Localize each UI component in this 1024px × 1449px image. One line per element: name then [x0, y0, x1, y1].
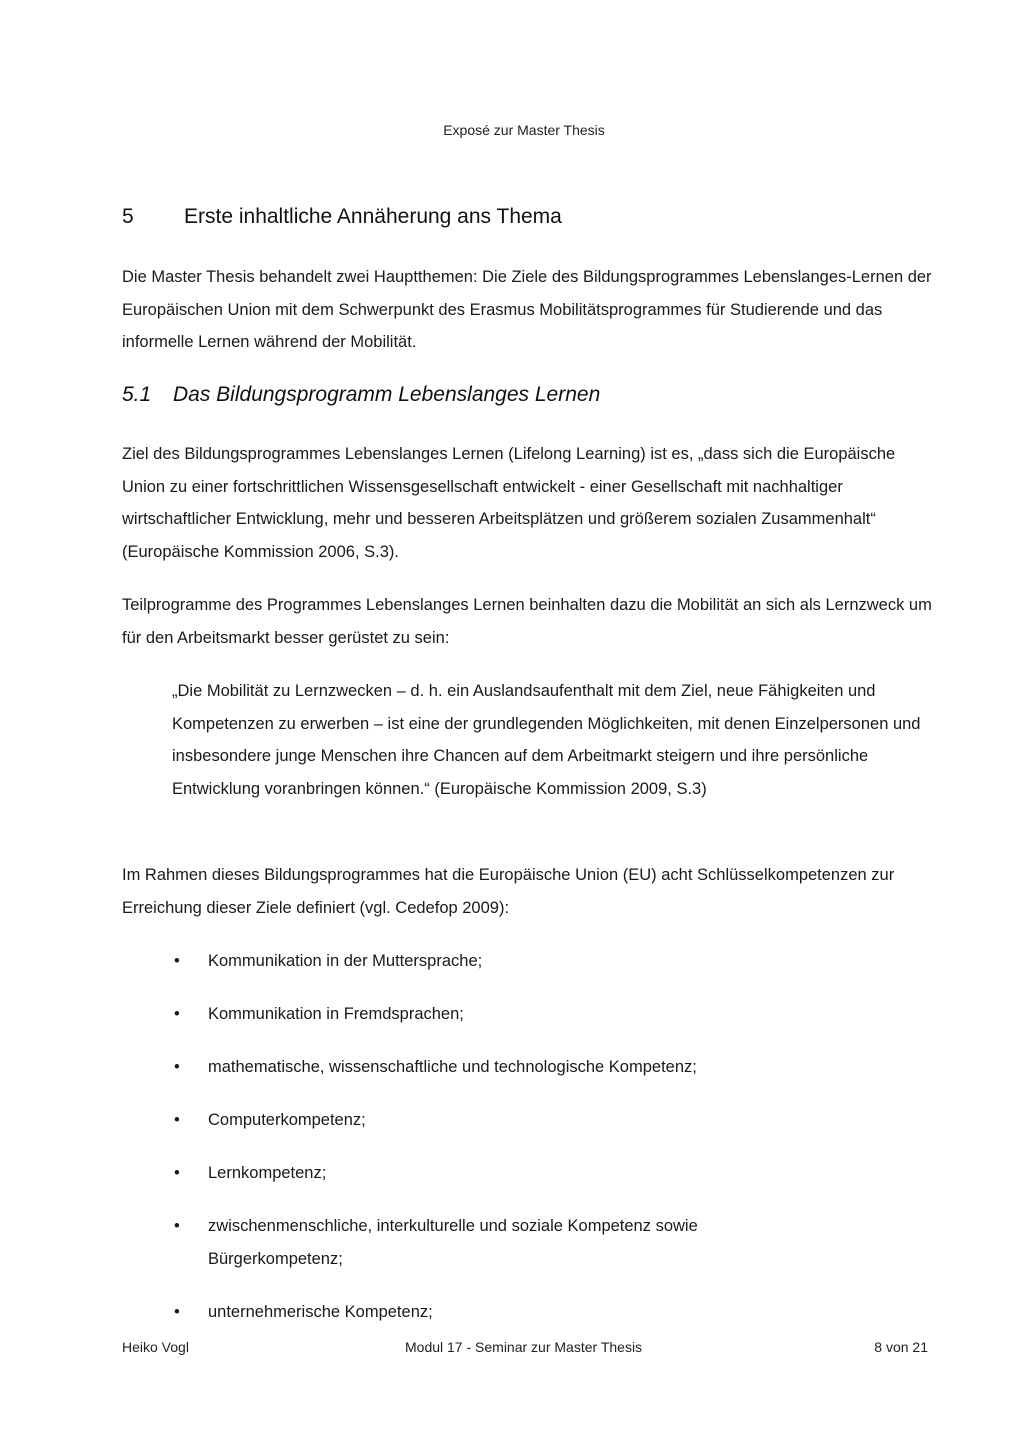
intro-paragraph: Die Master Thesis behandelt zwei Hauptthemen: Die Ziele des Bildungsprogrammes Lebenslanges-Lernen der Europäischen Union mit dem Schwerpunkt des Erasmus Mobilitätsprogrammes für Studierende und das informelle Lernen während der Mobilität. [122, 268, 932, 351]
list-item-text: Lernkompetenz; [208, 1164, 327, 1182]
bullet-icon: • [174, 1303, 180, 1321]
block-quote: „Die Mobilität zu Lernzwecken – d. h. ein Auslandsaufenthalt mit dem Ziel, neue Fähigkeiten und Kompetenzen zu erwerben – ist eine der grundlegenden Möglichkeiten, mit denen Einzelpersonen und insbesondere junge Menschen ihre Chancen auf dem Arbeitmarkt steigern und ihre persönliche Entwicklung voranbringen können.“ (Europäische Kommission 2009, S.3) [172, 682, 921, 798]
subprogram-paragraph: Teilprogramme des Programmes Lebenslanges Lernen beinhalten dazu die Mobilität an sich als Lernzweck um für den Arbeitsmarkt besser gerüstet zu sein: [122, 596, 932, 647]
list-item-text: mathematische, wissenschaftliche und technologische Kompetenz; [208, 1058, 697, 1076]
bullet-icon: • [174, 1111, 180, 1129]
footer-page-number: 8 von 21 [874, 1339, 928, 1355]
footer-course: Modul 17 - Seminar zur Master Thesis [405, 1339, 643, 1355]
list-item-text: zwischenmenschliche, interkulturelle und soziale Kompetenz sowie Bürgerkompetenz; [208, 1217, 698, 1268]
bullet-icon: • [174, 1058, 180, 1076]
list-item-text: Kommunikation in Fremdsprachen; [208, 1005, 464, 1023]
bullet-icon: • [174, 1164, 180, 1182]
section-title: Erste inhaltliche Annäherung ans Thema [184, 205, 562, 228]
section-heading [122, 205, 922, 229]
goal-paragraph: Ziel des Bildungsprogrammes Lebenslanges Lernen (Lifelong Learning) ist es, „dass sich die Europäische Union zu einer fortschrittlichen Wissensgesellschaft entwickelt - einer Gesellschaft mit nachhaltiger wirtschaftlicher Entwicklung, mehr und besseren Arbeitsplätzen und größerem sozialen Zusammenhalt“ (Europäische Kommission 2006, S.3). [122, 445, 896, 561]
bullet-icon: • [174, 1005, 180, 1023]
section-number: 5 [122, 205, 134, 228]
list-item-text: Kommunikation in der Muttersprache; [208, 952, 483, 970]
list-item-text: unternehmerische Kompetenz; [208, 1303, 433, 1321]
running-header: Exposé zur Master Thesis [443, 122, 605, 138]
page-footer [122, 1339, 928, 1359]
bullet-icon: • [174, 952, 180, 970]
bullet-icon: • [174, 1217, 180, 1235]
subsection-title: Das Bildungsprogramm Lebenslanges Lernen [173, 383, 601, 406]
subsection-number: 5.1 [122, 383, 152, 406]
footer-author: Heiko Vogl [122, 1339, 189, 1355]
competency-intro-paragraph: Im Rahmen dieses Bildungsprogrammes hat die Europäische Union (EU) acht Schlüsselkompetenzen zur Erreichung dieser Ziele definiert (vgl. Cedefop 2009): [122, 866, 895, 917]
subsection-heading [122, 383, 922, 407]
list-item-text: Computerkompetenz; [208, 1111, 366, 1129]
